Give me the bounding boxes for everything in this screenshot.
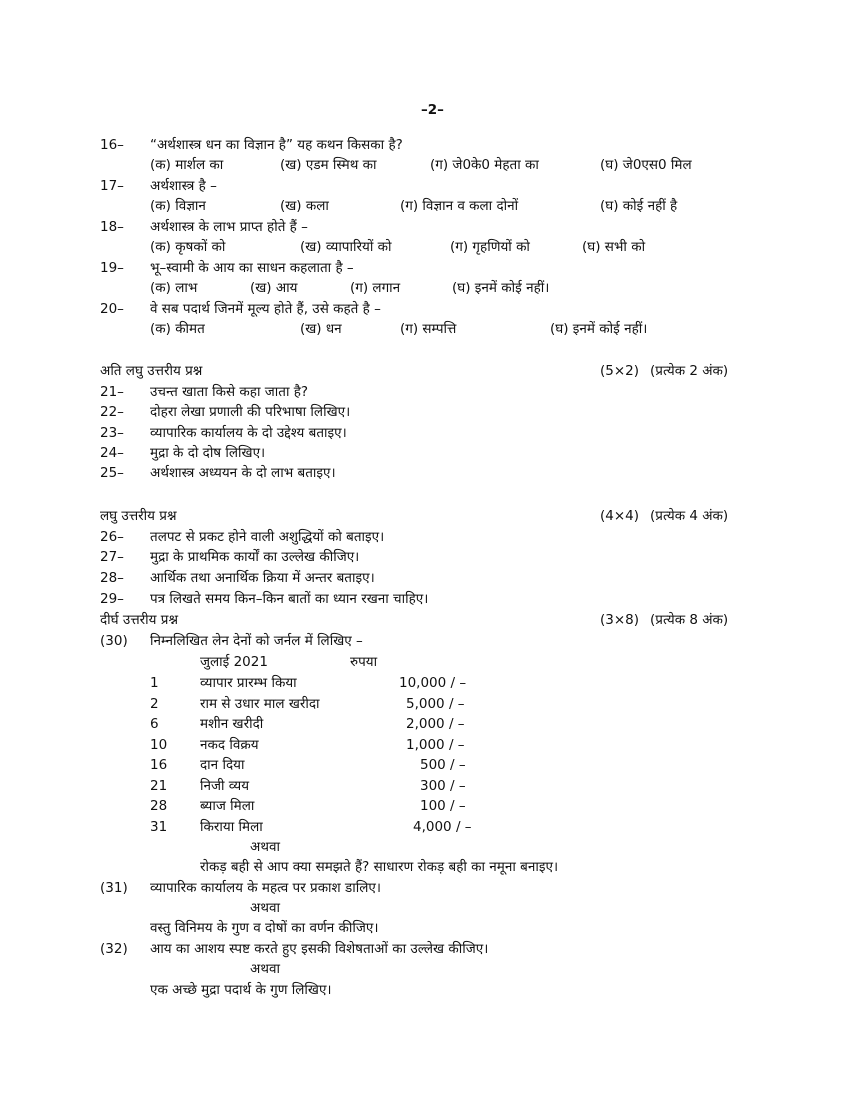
q20-option-a: (क) कीमत <box>150 321 205 337</box>
journal-desc: दान दिया <box>200 757 245 773</box>
q19-option-c: (ग) लगान <box>350 280 401 296</box>
q20-option-c: (ग) सम्पत्ति <box>400 321 457 337</box>
q25-text: अर्थशास्त्र अध्ययन के दो लाभ बताइए। <box>150 465 336 481</box>
q32-or: अथवा <box>250 961 280 977</box>
q31-text: व्यापारिक कार्यालय के महत्व पर प्रकाश डालिए। <box>150 880 381 896</box>
q24-text: मुद्रा के दो दोष लिखिए। <box>150 445 266 461</box>
q16-number: 16– <box>100 137 124 153</box>
q23-number: 23– <box>100 425 124 441</box>
q19-text: भू–स्वामी के आय का साधन कहलाता है – <box>150 260 354 276</box>
section-each-very-short: (प्रत्येक 2 अंक) <box>650 363 729 379</box>
q20-text: वे सब पदार्थ जिनमें मूल्य होते हैं, उसे कहते है – <box>150 301 381 317</box>
journal-date: 16 <box>150 757 168 773</box>
journal-amount: 2,000 / – <box>406 716 465 732</box>
q16-option-c: (ग) जे0के0 मेहता का <box>430 157 539 173</box>
section-marks-short: (4×4) <box>600 508 640 524</box>
q19-option-b: (ख) आय <box>250 280 298 296</box>
q29-number: 29– <box>100 591 124 607</box>
q20-number: 20– <box>100 301 124 317</box>
q30-alternative: रोकड़ बही से आप क्या समझते हैं? साधारण रोकड़ बही का नमूना बनाइए। <box>200 859 559 875</box>
q18-number: 18– <box>100 219 124 235</box>
q32-text: आय का आशय स्पष्ट करते हुए इसकी विशेषताओं का उल्लेख कीजिए। <box>150 941 489 957</box>
q16-option-b: (ख) एडम स्मिथ का <box>280 157 377 173</box>
q16-option-a: (क) मार्शल का <box>150 157 224 173</box>
q32-number: (32) <box>100 941 128 957</box>
q18-option-d: (घ) सभी को <box>582 239 646 255</box>
section-marks-very-short: (5×2) <box>600 363 640 379</box>
q19-number: 19– <box>100 260 124 276</box>
journal-currency: रुपया <box>350 654 378 670</box>
q21-number: 21– <box>100 384 124 400</box>
journal-date: 21 <box>150 778 168 794</box>
q17-option-c: (ग) विज्ञान व कला दोनों <box>400 198 519 214</box>
q28-text: आर्थिक तथा अनार्थिक क्रिया में अन्तर बताइए। <box>150 570 375 586</box>
journal-date: 28 <box>150 798 168 814</box>
q26-text: तलपट से प्रकट होने वाली अशुद्धियों को बताइए। <box>150 529 385 545</box>
q16-option-d: (घ) जे0एस0 मिल <box>600 157 692 173</box>
q32-alternative: एक अच्छे मुद्रा पदार्थ के गुण लिखिए। <box>150 982 332 998</box>
q29-text: पत्र लिखते समय किन–किन बातों का ध्यान रखना चाहिए। <box>150 591 429 607</box>
q31-number: (31) <box>100 880 128 896</box>
journal-amount: 300 / – <box>420 778 466 794</box>
q18-text: अर्थशास्त्र के लाभ प्राप्त होते हैं – <box>150 219 308 235</box>
q30-or: अथवा <box>250 839 280 855</box>
q30-number: (30) <box>100 633 128 649</box>
q28-number: 28– <box>100 570 124 586</box>
q26-number: 26– <box>100 529 124 545</box>
section-title-long: दीर्घ उत्तरीय प्रश्न <box>100 612 179 628</box>
journal-desc: निजी व्यय <box>200 778 250 794</box>
journal-amount: 100 / – <box>420 798 466 814</box>
journal-amount: 10,000 / – <box>399 675 467 691</box>
q27-number: 27– <box>100 549 124 565</box>
journal-desc: नकद विक्रय <box>200 737 259 753</box>
journal-desc: मशीन खरीदी <box>200 716 264 732</box>
section-title-very-short: अति लघु उत्तरीय प्रश्न <box>100 363 203 379</box>
journal-desc: व्यापार प्रारम्भ किया <box>200 675 297 691</box>
journal-amount: 5,000 / – <box>406 696 465 712</box>
q22-text: दोहरा लेखा प्रणाली की परिभाषा लिखिए। <box>150 404 351 420</box>
journal-date: 6 <box>150 716 159 732</box>
q18-option-a: (क) कृषकों को <box>150 239 226 255</box>
journal-date: 10 <box>150 737 168 753</box>
q20-option-d: (घ) इनमें कोई नहीं। <box>550 321 648 337</box>
journal-amount: 4,000 / – <box>413 819 472 835</box>
q31-or: अथवा <box>250 900 280 916</box>
journal-date: 2 <box>150 696 159 712</box>
q16-text: “अर्थशास्त्र धन का विज्ञान है” यह कथन किसका है? <box>150 137 403 153</box>
q27-text: मुद्रा के प्राथमिक कार्यों का उल्लेख कीजिए। <box>150 549 360 565</box>
q24-number: 24– <box>100 445 124 461</box>
section-each-short: (प्रत्येक 4 अंक) <box>650 508 729 524</box>
journal-month: जुलाई 2021 <box>200 654 268 670</box>
q25-number: 25– <box>100 465 124 481</box>
journal-desc: ब्याज मिला <box>200 798 255 814</box>
q21-text: उचन्त खाता किसे कहा जाता है? <box>150 384 309 400</box>
journal-desc: किराया मिला <box>200 819 263 835</box>
q17-option-d: (घ) कोई नहीं है <box>600 198 678 214</box>
journal-date: 1 <box>150 675 159 691</box>
section-title-short: लघु उत्तरीय प्रश्न <box>100 508 177 524</box>
q18-option-b: (ख) व्यापारियों को <box>300 239 392 255</box>
q17-text: अर्थशास्त्र है – <box>150 178 217 194</box>
section-each-long: (प्रत्येक 8 अंक) <box>650 612 729 628</box>
q19-option-d: (घ) इनमें कोई नहीं। <box>452 280 550 296</box>
journal-date: 31 <box>150 819 168 835</box>
section-marks-long: (3×8) <box>600 612 640 628</box>
q17-number: 17– <box>100 178 124 194</box>
q22-number: 22– <box>100 404 124 420</box>
page-number: –2– <box>421 102 444 118</box>
journal-amount: 500 / – <box>420 757 466 773</box>
q18-option-c: (ग) गृहणियों को <box>450 239 530 255</box>
q23-text: व्यापारिक कार्यालय के दो उद्देश्य बताइए। <box>150 425 347 441</box>
q19-option-a: (क) लाभ <box>150 280 198 296</box>
q20-option-b: (ख) धन <box>300 321 342 337</box>
q17-option-a: (क) विज्ञान <box>150 198 206 214</box>
q31-alternative: वस्तु विनिमय के गुण व दोषों का वर्णन कीजिए। <box>150 920 379 936</box>
journal-desc: राम से उधार माल खरीदा <box>200 696 320 712</box>
journal-amount: 1,000 / – <box>406 737 465 753</box>
q30-text: निम्नलिखित लेन देनों को जर्नल में लिखिए – <box>150 633 363 649</box>
q17-option-b: (ख) कला <box>280 198 329 214</box>
